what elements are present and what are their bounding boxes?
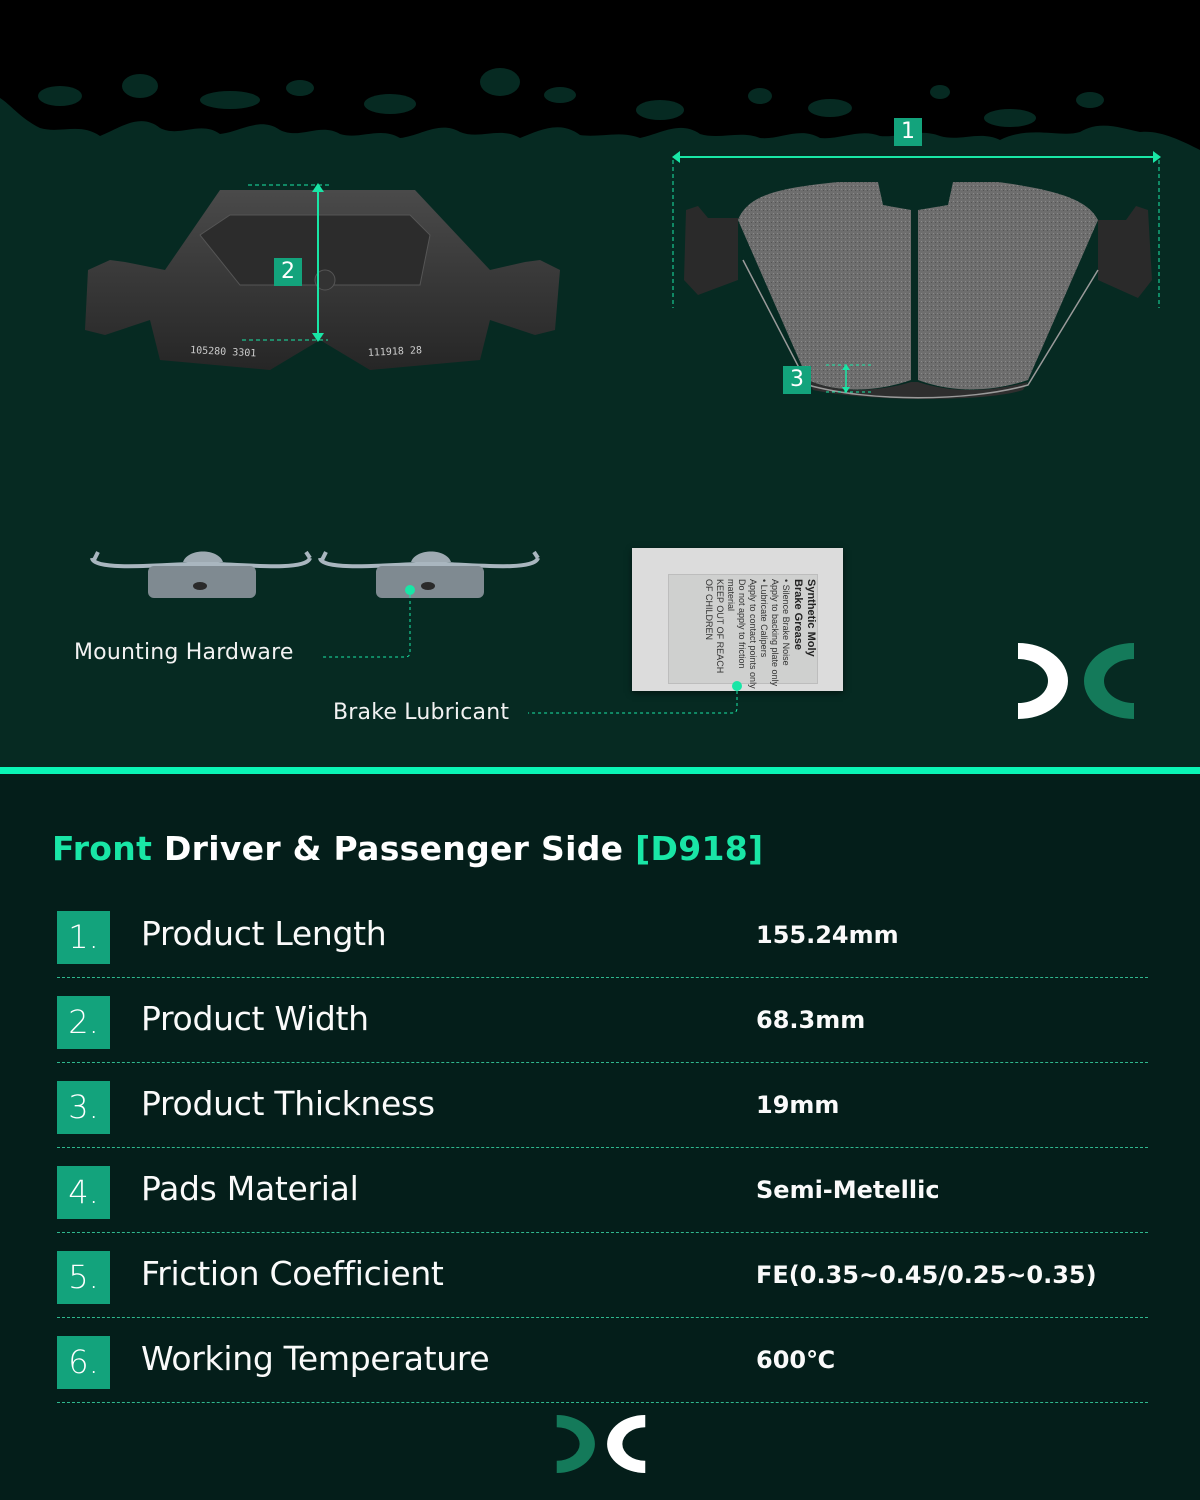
- spec-number-badge: 3.: [57, 1081, 110, 1134]
- grease-warning3: OF CHILDREN: [704, 579, 714, 641]
- grease-bullet1: • Silence Brake Noise: [781, 579, 791, 666]
- spec-value: 155.24mm: [756, 921, 899, 949]
- mounting-hardware-clip-icon: [316, 540, 546, 610]
- spec-row-width: [57, 986, 1148, 1071]
- spec-value: Semi-Metellic: [756, 1176, 940, 1204]
- spec-label: Product Width: [141, 999, 369, 1038]
- spec-label: Friction Coefficient: [141, 1254, 444, 1293]
- spec-value: 19mm: [756, 1091, 840, 1119]
- dimension-badge-1: 1: [894, 118, 922, 146]
- grease-packet-label: [668, 574, 818, 689]
- brake-pad-back-image: [70, 180, 570, 380]
- brake-pad-front-image: [668, 140, 1173, 400]
- spec-row-length: [57, 901, 1148, 986]
- dimension-badge-2: 2: [274, 258, 302, 286]
- spec-row-divider: [57, 1147, 1148, 1148]
- spec-value: 600℃: [756, 1346, 836, 1374]
- spec-title: [52, 829, 763, 868]
- grease-title-line2: Brake Grease: [792, 579, 804, 650]
- dc-logo-icon: [555, 1415, 647, 1473]
- spec-row-divider: [57, 1317, 1148, 1318]
- svg-text:111918 28: 111918 28: [367, 345, 423, 359]
- spec-label: Product Length: [141, 914, 387, 953]
- spec-number-badge: 5.: [57, 1251, 110, 1304]
- spec-value: 68.3mm: [756, 1006, 866, 1034]
- mounting-hardware-label: Mounting Hardware: [74, 640, 294, 665]
- grease-bullet2: • Lubricate Calipers: [759, 579, 769, 658]
- svg-text:105280 3301: 105280 3301: [189, 345, 257, 360]
- specifications-section: [0, 774, 1200, 1500]
- grease-title-line1: Synthetic Moly: [805, 579, 817, 657]
- spec-title-part-code: [D918]: [635, 829, 764, 868]
- grease-warning2: KEEP OUT OF REACH: [715, 579, 725, 674]
- section-divider: [0, 767, 1200, 774]
- spec-row-divider: [57, 977, 1148, 978]
- spec-row-thickness: [57, 1071, 1148, 1156]
- brake-grease-packet: [632, 548, 843, 691]
- spec-label: Working Temperature: [141, 1339, 490, 1378]
- spec-title-side: Driver & Passenger Side: [163, 829, 624, 868]
- spec-row-temperature: [57, 1326, 1148, 1411]
- spec-row-divider: [57, 1402, 1148, 1403]
- spec-row-divider: [57, 1062, 1148, 1063]
- spec-value: FE(0.35~0.45/0.25~0.35): [756, 1261, 1097, 1289]
- mounting-hardware-clip-icon: [88, 540, 318, 610]
- dc-logo-icon: [1016, 643, 1136, 719]
- spec-number-badge: 2.: [57, 996, 110, 1049]
- spec-title-position: Front: [52, 829, 153, 868]
- spec-label: Product Thickness: [141, 1084, 435, 1123]
- grease-warning1: Do not apply to friction material: [726, 579, 747, 669]
- spec-number-badge: 6.: [57, 1336, 110, 1389]
- dimension-badge-3: 3: [783, 366, 811, 394]
- spec-row-divider: [57, 1232, 1148, 1233]
- spec-row-friction: [57, 1241, 1148, 1326]
- spec-number-badge: 1.: [57, 911, 110, 964]
- spec-row-material: [57, 1156, 1148, 1241]
- spec-label: Pads Material: [141, 1169, 359, 1208]
- spec-number-badge: 4.: [57, 1166, 110, 1219]
- grease-bullet2-sub: Apply to contact points only: [748, 579, 758, 689]
- brake-lubricant-label: Brake Lubricant: [333, 700, 510, 725]
- grease-bullet1-sub: Apply to backing plate only: [770, 579, 780, 687]
